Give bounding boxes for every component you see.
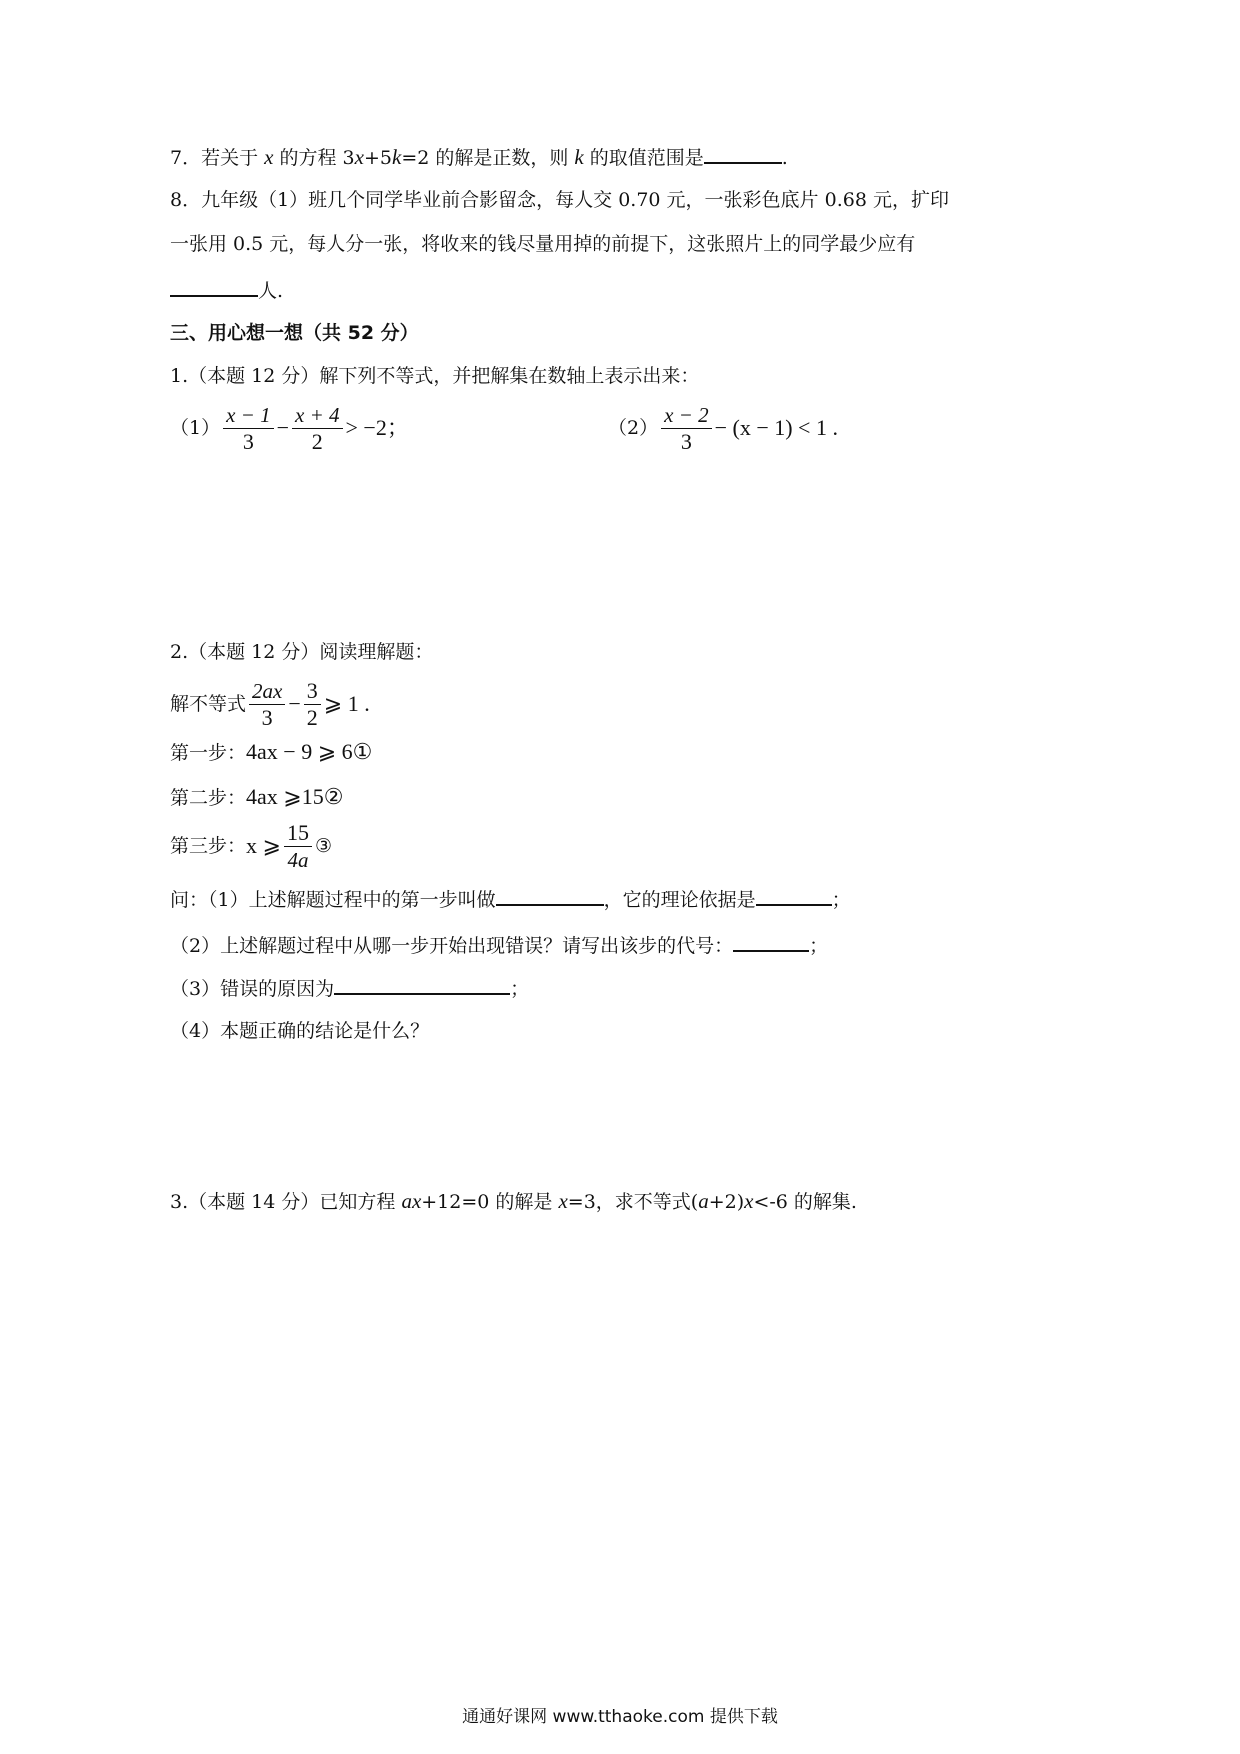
answer-blank[interactable]: [170, 275, 258, 297]
question-2-ask-3: （3）错误的原因为 ；: [170, 973, 529, 1003]
step-3: 第三步： x ⩾ $\frac{15}{4a}$ ③: [170, 819, 332, 872]
problem-1-part-2: （2） $\frac{x - 2}{3}$ − (x − 1) < 1 .: [608, 402, 838, 454]
page-footer: 通通好课网 www.tthaoke.com 提供下载: [462, 1707, 778, 1727]
problem-1-part-1: （1） $\frac{x - 1}{3}$ − $\frac{x + 4}{2}$ > −2；: [170, 402, 409, 454]
section-title: 三、用心想一想（共 52 分）: [170, 322, 419, 344]
answer-blank[interactable]: [334, 973, 510, 995]
fraction: $\frac{2ax}{3}$: [249, 678, 285, 731]
question-8-line-3: 人.: [170, 275, 283, 305]
step-1: 第一步：4ax − 9 ⩾ 6①: [170, 739, 373, 764]
answer-blank[interactable]: [733, 930, 809, 952]
fraction: $\frac{x + 4}{2}$: [292, 402, 343, 455]
answer-blank[interactable]: [704, 142, 782, 164]
question-8-line-1: 8．九年级（1）班几个同学毕业前合影留念，每人交 0.70 元，一张彩色底片 0.68 元，扩印: [170, 189, 949, 211]
question-2-ask-1: 问：（1）上述解题过程中的第一步叫做 ，它的理论依据是 ；: [170, 884, 851, 914]
question-2-ask-2: （2）上述解题过程中从哪一步开始出现错误？请写出该步的代号： ；: [170, 930, 828, 960]
step-2: 第二步：4ax ⩾15②: [170, 784, 344, 809]
question-7: 7．若关于 x 的方程 3x+5k=2 的解是正数，则 k 的取值范围是 .: [170, 142, 788, 172]
problem-3: 3.（本题 14 分）已知方程 ax+12=0 的解是 x=3，求不等式(a+2)x<-6 的解集.: [170, 1189, 857, 1213]
fraction: $\frac{15}{4a}$: [284, 820, 312, 873]
answer-blank[interactable]: [756, 884, 832, 906]
question-2-ask-4: （4）本题正确的结论是什么？: [170, 1020, 430, 1042]
problem-2-stem: 2.（本题 12 分）阅读理解题：: [170, 641, 434, 663]
fraction: $\frac{3}{2}$: [304, 678, 321, 731]
fraction: $\frac{x - 1}{3}$: [223, 402, 274, 455]
problem-1-stem: 1.（本题 12 分）解下列不等式，并把解集在数轴上表示出来：: [170, 365, 700, 387]
answer-blank[interactable]: [496, 884, 604, 906]
question-8-line-2: 一张用 0.5 元，每人分一张，将收来的钱尽量用掉的前提下，这张照片上的同学最少应有: [170, 233, 916, 255]
fraction: $\frac{x - 2}{3}$: [661, 402, 712, 455]
problem-2-inequality: 解不等式 $\frac{2ax}{3}$ − $\frac{3}{2}$ ⩾ 1 .: [170, 677, 370, 730]
